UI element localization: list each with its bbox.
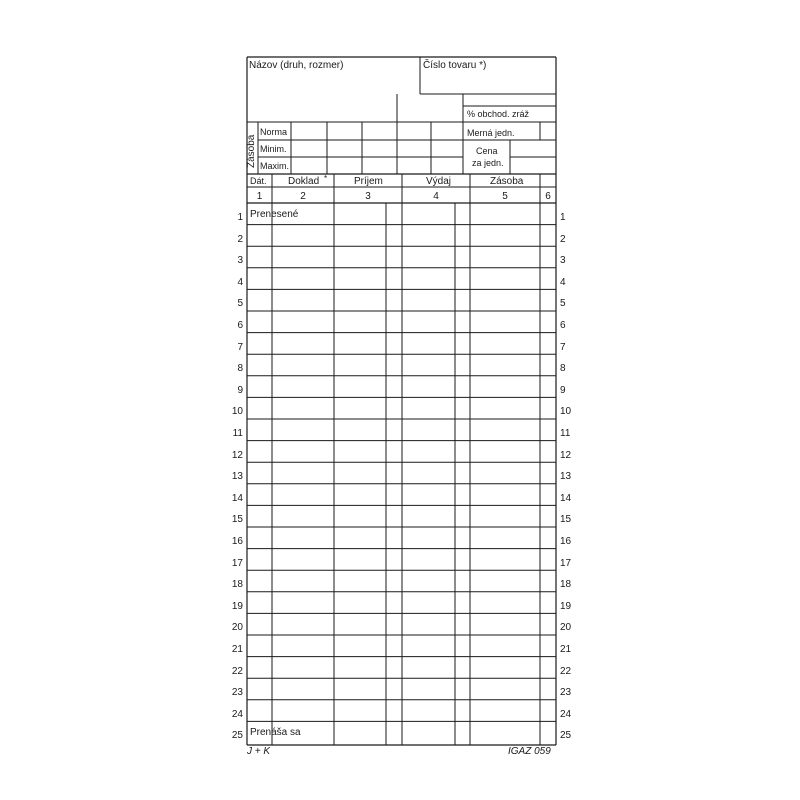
item-number-label: Číslo tovaru *): [423, 60, 487, 71]
row-number-right: 23: [560, 687, 572, 699]
row-number-right: 24: [560, 708, 572, 720]
row-number-left: 23: [231, 687, 243, 699]
row-number-left: 14: [231, 492, 243, 504]
col-stock-label: Zásoba: [490, 176, 524, 187]
row-number-left: 15: [231, 514, 243, 526]
col-number-1: 1: [256, 191, 263, 202]
stock-norm-label: Norma: [260, 127, 288, 137]
col-document-label: Doklad: [288, 176, 320, 187]
col-issue-label: Výdaj: [426, 176, 452, 187]
row-number-left: 12: [231, 449, 243, 461]
row-number-right: 16: [560, 536, 572, 547]
col-number-2: 2: [300, 191, 306, 202]
carried-over-label: Prenáša sa: [250, 727, 301, 738]
row-number-left: 24: [231, 708, 243, 720]
row-number-right: 6: [560, 320, 566, 331]
row-number-left: 9: [237, 384, 243, 396]
row-number-right: 14: [560, 492, 572, 504]
row-number-left: 10: [231, 406, 243, 418]
row-number-right: 1: [560, 212, 566, 223]
row-number-right: 7: [560, 341, 566, 353]
stock-max-label: Maxim.: [260, 161, 289, 171]
row-number-left: 6: [237, 320, 243, 331]
row-number-right: 18: [560, 579, 572, 591]
col-number-5: 5: [502, 191, 508, 202]
row-number-right: 21: [560, 644, 572, 655]
row-number-left: 20: [231, 622, 243, 634]
row-number-right: 9: [560, 384, 566, 396]
row-number-right: 11: [560, 428, 571, 439]
row-number-right: 13: [560, 471, 572, 483]
row-number-right: 22: [560, 665, 572, 677]
row-number-left: 17: [231, 557, 243, 569]
price-label-line1: Cena: [476, 146, 498, 156]
col-receipt-label: Príjem: [354, 176, 383, 187]
name-label: Názov (druh, rozmer): [249, 60, 344, 71]
price-label-line2: za jedn.: [472, 158, 504, 168]
row-number-left: 3: [237, 255, 243, 267]
row-number-left: 5: [237, 298, 243, 310]
row-number-left: 13: [231, 471, 243, 483]
carried-forward-label: Prenesené: [250, 209, 299, 220]
row-number-right: 12: [560, 449, 572, 461]
row-number-left: 22: [231, 665, 243, 677]
col-number-3: 3: [365, 191, 371, 202]
discount-label: % obchod. zráž: [467, 109, 530, 119]
row-number-right: 15: [560, 514, 572, 526]
row-number-left: 7: [237, 341, 243, 353]
row-number-left: 8: [237, 363, 243, 375]
row-number-left: 16: [231, 536, 243, 547]
row-number-right: 10: [560, 406, 572, 418]
row-number-left: 2: [237, 233, 243, 245]
col-document-mark: *: [324, 174, 328, 183]
row-number-right: 8: [560, 363, 566, 375]
unit-label: Merná jedn.: [467, 128, 515, 138]
row-number-left: 4: [237, 276, 243, 288]
footer-form-code: IGAZ 059: [508, 746, 551, 757]
col-number-4: 4: [433, 191, 439, 202]
col-date-label: Dát.: [250, 176, 267, 186]
stock-min-label: Minim.: [260, 144, 287, 154]
row-number-right: 17: [560, 557, 572, 569]
row-number-right: 4: [560, 276, 566, 288]
stock-vertical-label: Zásoba: [246, 134, 257, 168]
row-number-left: 1: [237, 212, 243, 223]
row-number-left: 25: [231, 730, 243, 742]
row-number-left: 21: [231, 644, 243, 655]
row-number-right: 3: [560, 255, 566, 267]
row-number-left: 11: [232, 428, 243, 439]
row-number-right: 2: [560, 233, 566, 245]
row-number-right: 20: [560, 622, 572, 634]
footer-publisher: J + K: [247, 746, 271, 757]
row-number-right: 19: [560, 600, 572, 612]
row-number-left: 19: [231, 600, 243, 612]
row-number-right: 25: [560, 730, 572, 742]
row-number-right: 5: [560, 298, 566, 310]
row-number-left: 18: [231, 579, 243, 591]
col-number-6: 6: [545, 191, 551, 202]
